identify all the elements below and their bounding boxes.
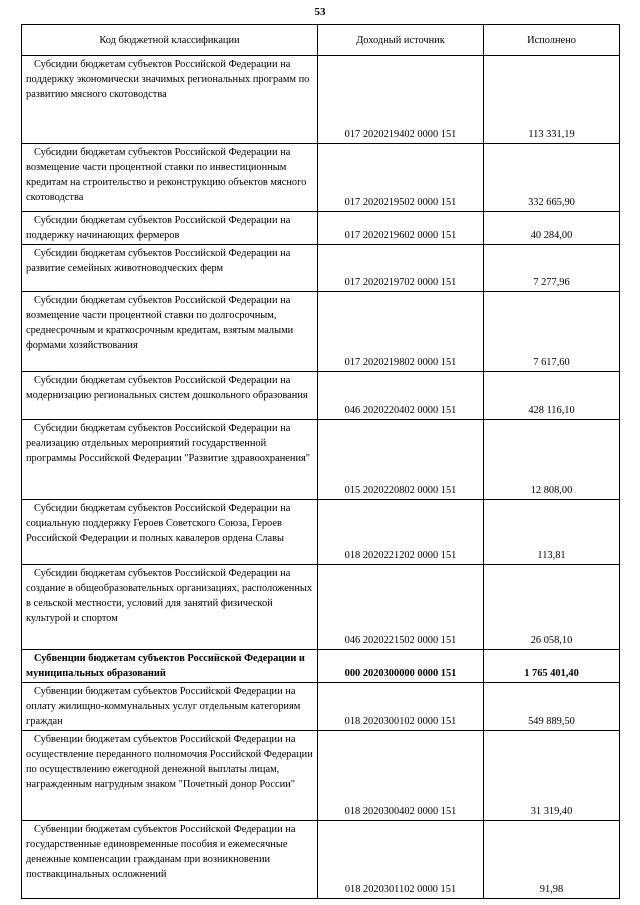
row-code: 017 2020219802 0000 151 [318, 292, 484, 372]
row-code: 000 2020300000 0000 151 [318, 650, 484, 683]
row-code: 017 2020219402 0000 151 [318, 56, 484, 144]
row-code: 018 2020221202 0000 151 [318, 500, 484, 565]
row-code: 046 2020220402 0000 151 [318, 372, 484, 420]
page-number: 53 [314, 6, 326, 18]
row-value: 7 617,60 [484, 292, 620, 372]
table-row [22, 731, 620, 821]
row-value: 26 058,10 [484, 565, 620, 650]
table-header-row [22, 25, 620, 56]
row-value: 31 319,40 [484, 731, 620, 821]
header-executed: Исполнено [484, 25, 620, 56]
row-name: Субвенции бюджетам субъектов Российской Федерации на оплату жилищно-коммунальных услуг отдельным категориям граждан [22, 683, 318, 731]
row-value: 1 765 401,40 [484, 650, 620, 683]
row-code: 046 2020221502 0000 151 [318, 565, 484, 650]
row-value: 113,81 [484, 500, 620, 565]
row-value: 428 116,10 [484, 372, 620, 420]
row-name: Субсидии бюджетам субъектов Российской Федерации на поддержку начинающих фермеров [22, 212, 318, 245]
row-code: 018 2020300402 0000 151 [318, 731, 484, 821]
table-row [22, 56, 620, 144]
row-value: 12 808,00 [484, 420, 620, 500]
row-code: 018 2020301102 0000 151 [318, 821, 484, 899]
table-row [22, 245, 620, 292]
table-row [22, 821, 620, 899]
row-code: 017 2020219602 0000 151 [318, 212, 484, 245]
row-value: 7 277,96 [484, 245, 620, 292]
row-name: Субсидии бюджетам субъектов Российской Федерации на модернизацию региональных систем дошкольного образования [22, 372, 318, 420]
row-value: 91,98 [484, 821, 620, 899]
row-name: Субсидии бюджетам субъектов Российской Федерации на поддержку экономически значимых региональных программ по развитию мясного скотоводства [22, 56, 318, 144]
table-row [22, 650, 620, 683]
table-row [22, 565, 620, 650]
row-name: Субвенции бюджетам субъектов Российской Федерации на государственные единовременные пособия и ежемесячные денежные компенсации гражданам при возникновении поствакцинальных осложнений [22, 821, 318, 899]
table-row [22, 683, 620, 731]
table-row [22, 420, 620, 500]
header-source: Доходный источник [318, 25, 484, 56]
row-code: 015 2020220802 0000 151 [318, 420, 484, 500]
row-name: Субсидии бюджетам субъектов Российской Федерации на реализацию отдельных мероприятий государственной программы Российской Федерации "Развитие здравоохранения" [22, 420, 318, 500]
table-row [22, 144, 620, 212]
row-code: 017 2020219502 0000 151 [318, 144, 484, 212]
row-value: 549 889,50 [484, 683, 620, 731]
budget-table [21, 24, 620, 899]
row-value: 40 284,00 [484, 212, 620, 245]
row-value: 332 665,90 [484, 144, 620, 212]
header-code: Код бюджетной классификации [22, 25, 318, 56]
table-row [22, 372, 620, 420]
row-code: 018 2020300102 0000 151 [318, 683, 484, 731]
row-name: Субсидии бюджетам субъектов Российской Федерации на социальную поддержку Героев Советского Союза, Героев Российской Федерации и полных кавалеров ордена Славы [22, 500, 318, 565]
table-row [22, 292, 620, 372]
table-row [22, 500, 620, 565]
row-name: Субвенции бюджетам субъектов Российской Федерации на осуществление переданного полномочия Российской Федерации по осуществлению ежегодной денежной выплаты лицам, награжденным нагрудным знаком "Почетный донор России" [22, 731, 318, 821]
row-name: Субсидии бюджетам субъектов Российской Федерации на возмещение части процентной ставки по инвестиционным кредитам на строительство и реконструкцию объектов мясного скотоводства [22, 144, 318, 212]
row-name: Субсидии бюджетам субъектов Российской Федерации на создание в общеобразовательных организациях, расположенных в сельской местности, условий для занятий физической культурой и спортом [22, 565, 318, 650]
row-name: Субсидии бюджетам субъектов Российской Федерации на развитие семейных животноводческих ферм [22, 245, 318, 292]
row-value: 113 331,19 [484, 56, 620, 144]
row-name: Субсидии бюджетам субъектов Российской Федерации на возмещение части процентной ставки по долгосрочным, среднесрочным и краткосрочным кредитам, взятым малыми формами хозяйствования [22, 292, 318, 372]
row-name: Субвенции бюджетам субъектов Российской Федерации и муниципальных образований [22, 650, 318, 683]
row-code: 017 2020219702 0000 151 [318, 245, 484, 292]
table-row [22, 212, 620, 245]
